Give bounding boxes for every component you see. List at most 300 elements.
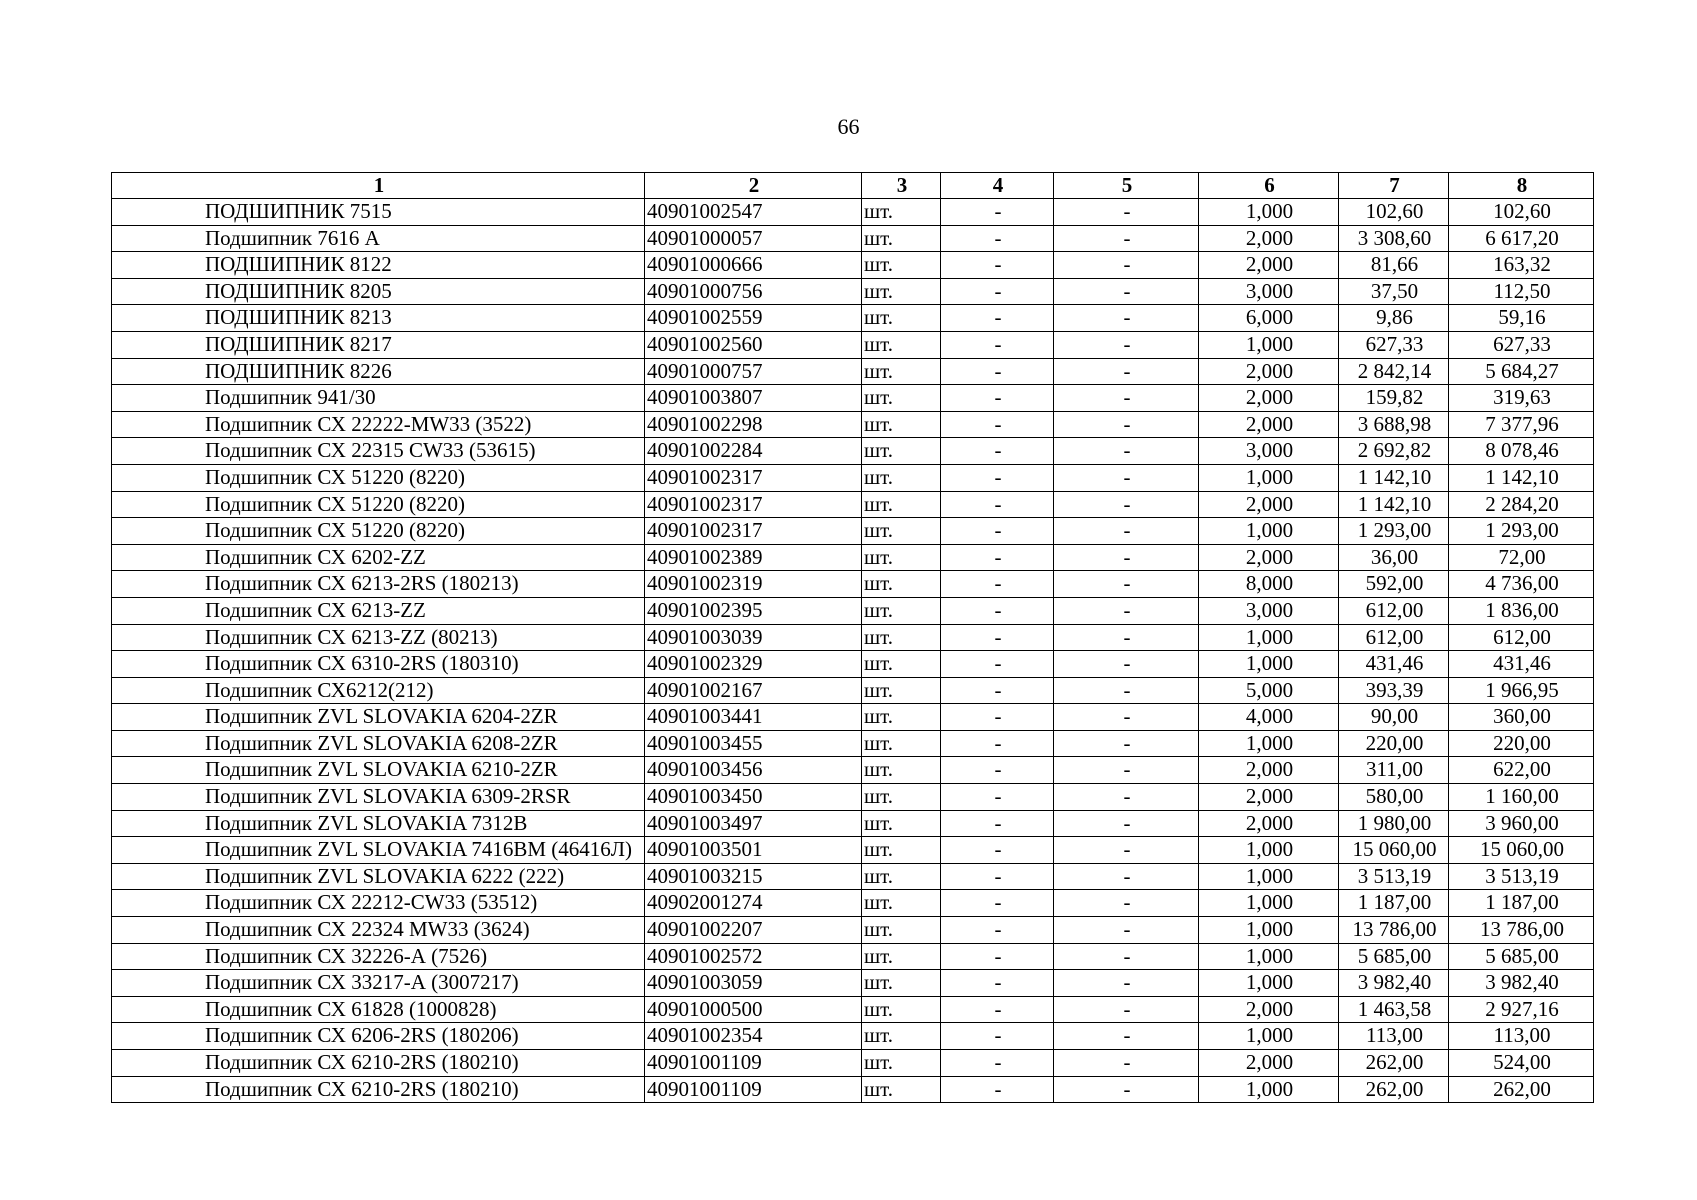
item-quantity: 2,000 — [1199, 358, 1339, 385]
item-price: 1 187,00 — [1339, 890, 1449, 917]
table-row — [112, 837, 1594, 864]
item-quantity: 1,000 — [1199, 970, 1339, 997]
col4-value: - — [941, 651, 1054, 678]
item-quantity: 6,000 — [1199, 305, 1339, 332]
item-code: 40901000756 — [645, 278, 862, 305]
col4-value: - — [941, 863, 1054, 890]
table-row — [112, 199, 1594, 226]
item-unit: шт. — [862, 730, 941, 757]
item-name: Подшипник СХ 6310-2RS (180310) — [112, 651, 645, 678]
item-unit: шт. — [862, 571, 941, 598]
col4-value: - — [941, 624, 1054, 651]
item-unit: шт. — [862, 544, 941, 571]
item-quantity: 1,000 — [1199, 624, 1339, 651]
item-code: 40901002167 — [645, 677, 862, 704]
table-row — [112, 464, 1594, 491]
item-name: Подшипник ZVL SLOVAKIA 6208-2ZR — [112, 730, 645, 757]
item-code: 40901003501 — [645, 837, 862, 864]
item-code: 40901003215 — [645, 863, 862, 890]
item-name: Подшипник СХ 22212-CW33 (53512) — [112, 890, 645, 917]
item-quantity: 1,000 — [1199, 917, 1339, 944]
item-quantity: 1,000 — [1199, 464, 1339, 491]
item-quantity: 2,000 — [1199, 996, 1339, 1023]
table-row — [112, 624, 1594, 651]
item-code: 40901003455 — [645, 730, 862, 757]
col5-value: - — [1054, 199, 1199, 226]
col5-value: - — [1054, 677, 1199, 704]
item-quantity: 2,000 — [1199, 784, 1339, 811]
table-row — [112, 890, 1594, 917]
item-name: Подшипник СХ 51220 (8220) — [112, 518, 645, 545]
item-sum: 319,63 — [1449, 385, 1594, 412]
col4-value: - — [941, 597, 1054, 624]
table-row — [112, 571, 1594, 598]
item-sum: 1 187,00 — [1449, 890, 1594, 917]
col4-value: - — [941, 252, 1054, 279]
table-row — [112, 677, 1594, 704]
table-row — [112, 385, 1594, 412]
item-unit: шт. — [862, 677, 941, 704]
item-name: Подшипник СХ 61828 (1000828) — [112, 996, 645, 1023]
col5-value: - — [1054, 385, 1199, 412]
column-header: 4 — [941, 173, 1054, 199]
item-price: 3 982,40 — [1339, 970, 1449, 997]
item-quantity: 1,000 — [1199, 651, 1339, 678]
col5-value: - — [1054, 784, 1199, 811]
item-unit: шт. — [862, 1023, 941, 1050]
col5-value: - — [1054, 331, 1199, 358]
col4-value: - — [941, 411, 1054, 438]
item-unit: шт. — [862, 331, 941, 358]
item-code: 40901002572 — [645, 943, 862, 970]
item-name: Подшипник СХ 6202-ZZ — [112, 544, 645, 571]
item-code: 40901003039 — [645, 624, 862, 651]
item-name: Подшипник СХ 6213-ZZ — [112, 597, 645, 624]
item-price: 1 293,00 — [1339, 518, 1449, 545]
col5-value: - — [1054, 252, 1199, 279]
item-unit: шт. — [862, 518, 941, 545]
col4-value: - — [941, 225, 1054, 252]
item-unit: шт. — [862, 411, 941, 438]
table-row — [112, 278, 1594, 305]
item-sum: 360,00 — [1449, 704, 1594, 731]
item-price: 15 060,00 — [1339, 837, 1449, 864]
item-sum: 1 966,95 — [1449, 677, 1594, 704]
col4-value: - — [941, 464, 1054, 491]
col5-value: - — [1054, 225, 1199, 252]
item-quantity: 3,000 — [1199, 438, 1339, 465]
item-quantity: 1,000 — [1199, 730, 1339, 757]
col4-value: - — [941, 730, 1054, 757]
item-code: 40901002329 — [645, 651, 862, 678]
item-unit: шт. — [862, 491, 941, 518]
item-sum: 3 960,00 — [1449, 810, 1594, 837]
table-row — [112, 917, 1594, 944]
item-name: Подшипник СХ 51220 (8220) — [112, 464, 645, 491]
item-name: Подшипник СХ 33217-А (3007217) — [112, 970, 645, 997]
item-quantity: 1,000 — [1199, 331, 1339, 358]
table-row — [112, 252, 1594, 279]
item-price: 1 980,00 — [1339, 810, 1449, 837]
item-price: 102,60 — [1339, 199, 1449, 226]
item-unit: шт. — [862, 943, 941, 970]
item-price: 1 142,10 — [1339, 491, 1449, 518]
item-sum: 6 617,20 — [1449, 225, 1594, 252]
table-row — [112, 491, 1594, 518]
item-sum: 7 377,96 — [1449, 411, 1594, 438]
item-price: 36,00 — [1339, 544, 1449, 571]
item-sum: 622,00 — [1449, 757, 1594, 784]
table-row — [112, 730, 1594, 757]
col5-value: - — [1054, 917, 1199, 944]
table-row — [112, 518, 1594, 545]
item-price: 2 692,82 — [1339, 438, 1449, 465]
item-code: 40901000057 — [645, 225, 862, 252]
item-code: 40901000757 — [645, 358, 862, 385]
item-code: 40901003497 — [645, 810, 862, 837]
item-name: Подшипник СХ 22315 CW33 (53615) — [112, 438, 645, 465]
col4-value: - — [941, 677, 1054, 704]
item-name: Подшипник ZVL SLOVAKIA 6222 (222) — [112, 863, 645, 890]
column-header: 1 — [112, 173, 645, 199]
item-price: 90,00 — [1339, 704, 1449, 731]
table-row — [112, 651, 1594, 678]
item-code: 40901000500 — [645, 996, 862, 1023]
item-price: 13 786,00 — [1339, 917, 1449, 944]
col5-value: - — [1054, 730, 1199, 757]
item-sum: 1 160,00 — [1449, 784, 1594, 811]
item-quantity: 2,000 — [1199, 252, 1339, 279]
table-row — [112, 544, 1594, 571]
item-name: Подшипник ZVL SLOVAKIA 6210-2ZR — [112, 757, 645, 784]
item-price: 612,00 — [1339, 624, 1449, 651]
inventory-table — [111, 172, 1594, 1103]
col5-value: - — [1054, 278, 1199, 305]
col5-value: - — [1054, 411, 1199, 438]
item-sum: 1 293,00 — [1449, 518, 1594, 545]
item-code: 40901003441 — [645, 704, 862, 731]
item-unit: шт. — [862, 199, 941, 226]
item-unit: шт. — [862, 597, 941, 624]
item-unit: шт. — [862, 917, 941, 944]
col5-value: - — [1054, 438, 1199, 465]
item-name: Подшипник ZVL SLOVAKIA 7312B — [112, 810, 645, 837]
header-row — [112, 173, 1594, 199]
item-unit: шт. — [862, 863, 941, 890]
item-code: 40902001274 — [645, 890, 862, 917]
item-unit: шт. — [862, 784, 941, 811]
col4-value: - — [941, 278, 1054, 305]
item-price: 1 142,10 — [1339, 464, 1449, 491]
item-name: Подшипник СХ 51220 (8220) — [112, 491, 645, 518]
item-unit: шт. — [862, 438, 941, 465]
col4-value: - — [941, 518, 1054, 545]
item-price: 159,82 — [1339, 385, 1449, 412]
column-header: 8 — [1449, 173, 1594, 199]
col4-value: - — [941, 890, 1054, 917]
table-row — [112, 358, 1594, 385]
item-quantity: 2,000 — [1199, 385, 1339, 412]
item-price: 2 842,14 — [1339, 358, 1449, 385]
item-code: 40901000666 — [645, 252, 862, 279]
col5-value: - — [1054, 1023, 1199, 1050]
item-code: 40901002207 — [645, 917, 862, 944]
item-name: ПОДШИПНИК 8205 — [112, 278, 645, 305]
item-quantity: 1,000 — [1199, 518, 1339, 545]
item-sum: 262,00 — [1449, 1076, 1594, 1103]
item-price: 113,00 — [1339, 1023, 1449, 1050]
col5-value: - — [1054, 491, 1199, 518]
item-name: Подшипник СХ 6210-2RS (180210) — [112, 1050, 645, 1077]
col5-value: - — [1054, 1076, 1199, 1103]
item-unit: шт. — [862, 757, 941, 784]
item-unit: шт. — [862, 225, 941, 252]
item-name: ПОДШИПНИК 8213 — [112, 305, 645, 332]
item-quantity: 3,000 — [1199, 278, 1339, 305]
item-quantity: 4,000 — [1199, 704, 1339, 731]
table-body — [112, 199, 1594, 1103]
item-quantity: 2,000 — [1199, 810, 1339, 837]
item-sum: 1 836,00 — [1449, 597, 1594, 624]
col5-value: - — [1054, 996, 1199, 1023]
item-price: 262,00 — [1339, 1076, 1449, 1103]
item-code: 40901002298 — [645, 411, 862, 438]
item-name: Подшипник СХ 6213-ZZ (80213) — [112, 624, 645, 651]
item-sum: 2 927,16 — [1449, 996, 1594, 1023]
col5-value: - — [1054, 597, 1199, 624]
item-name: ПОДШИПНИК 8217 — [112, 331, 645, 358]
item-sum: 59,16 — [1449, 305, 1594, 332]
col4-value: - — [941, 1050, 1054, 1077]
item-quantity: 8,000 — [1199, 571, 1339, 598]
table-row — [112, 784, 1594, 811]
table-row — [112, 411, 1594, 438]
item-name: Подшипник СХ 6210-2RS (180210) — [112, 1076, 645, 1103]
item-quantity: 1,000 — [1199, 1076, 1339, 1103]
item-sum: 72,00 — [1449, 544, 1594, 571]
item-price: 580,00 — [1339, 784, 1449, 811]
column-header: 6 — [1199, 173, 1339, 199]
table-row — [112, 1023, 1594, 1050]
item-price: 393,39 — [1339, 677, 1449, 704]
col4-value: - — [941, 305, 1054, 332]
item-code: 40901002559 — [645, 305, 862, 332]
item-price: 37,50 — [1339, 278, 1449, 305]
item-price: 9,86 — [1339, 305, 1449, 332]
col4-value: - — [941, 1076, 1054, 1103]
item-name: Подшипник ZVL SLOVAKIA 7416BM (46416Л) — [112, 837, 645, 864]
col4-value: - — [941, 943, 1054, 970]
item-sum: 163,32 — [1449, 252, 1594, 279]
item-unit: шт. — [862, 890, 941, 917]
item-name: Подшипник СХ 6206-2RS (180206) — [112, 1023, 645, 1050]
item-quantity: 2,000 — [1199, 225, 1339, 252]
item-unit: шт. — [862, 810, 941, 837]
item-price: 3 688,98 — [1339, 411, 1449, 438]
col4-value: - — [941, 331, 1054, 358]
col4-value: - — [941, 358, 1054, 385]
table-row — [112, 943, 1594, 970]
item-unit: шт. — [862, 464, 941, 491]
column-header: 5 — [1054, 173, 1199, 199]
item-sum: 113,00 — [1449, 1023, 1594, 1050]
column-header: 2 — [645, 173, 862, 199]
item-name: Подшипник СХ 22324 MW33 (3624) — [112, 917, 645, 944]
item-quantity: 1,000 — [1199, 890, 1339, 917]
item-name: ПОДШИПНИК 8226 — [112, 358, 645, 385]
item-unit: шт. — [862, 385, 941, 412]
col5-value: - — [1054, 358, 1199, 385]
col4-value: - — [941, 704, 1054, 731]
col5-value: - — [1054, 837, 1199, 864]
item-code: 40901003807 — [645, 385, 862, 412]
col5-value: - — [1054, 704, 1199, 731]
table-row — [112, 810, 1594, 837]
item-name: Подшипник 7616 А — [112, 225, 645, 252]
item-price: 5 685,00 — [1339, 943, 1449, 970]
item-code: 40901002317 — [645, 518, 862, 545]
item-name: Подшипник ZVL SLOVAKIA 6309-2RSR — [112, 784, 645, 811]
item-sum: 524,00 — [1449, 1050, 1594, 1077]
col4-value: - — [941, 917, 1054, 944]
item-sum: 220,00 — [1449, 730, 1594, 757]
item-code: 40901003450 — [645, 784, 862, 811]
item-price: 592,00 — [1339, 571, 1449, 598]
item-unit: шт. — [862, 996, 941, 1023]
item-code: 40901002284 — [645, 438, 862, 465]
item-quantity: 1,000 — [1199, 943, 1339, 970]
item-quantity: 1,000 — [1199, 199, 1339, 226]
table-row — [112, 704, 1594, 731]
table-row — [112, 1076, 1594, 1103]
table-row — [112, 1050, 1594, 1077]
item-name: Подшипник СХ 6213-2RS (180213) — [112, 571, 645, 598]
col5-value: - — [1054, 890, 1199, 917]
item-sum: 627,33 — [1449, 331, 1594, 358]
item-quantity: 2,000 — [1199, 491, 1339, 518]
item-name: Подшипник СХ 32226-А (7526) — [112, 943, 645, 970]
item-quantity: 2,000 — [1199, 544, 1339, 571]
item-unit: шт. — [862, 305, 941, 332]
item-code: 40901003456 — [645, 757, 862, 784]
item-unit: шт. — [862, 278, 941, 305]
item-sum: 13 786,00 — [1449, 917, 1594, 944]
item-quantity: 3,000 — [1199, 597, 1339, 624]
col5-value: - — [1054, 757, 1199, 784]
item-quantity: 1,000 — [1199, 1023, 1339, 1050]
item-unit: шт. — [862, 837, 941, 864]
item-sum: 102,60 — [1449, 199, 1594, 226]
item-sum: 8 078,46 — [1449, 438, 1594, 465]
item-sum: 3 513,19 — [1449, 863, 1594, 890]
item-code: 40901002354 — [645, 1023, 862, 1050]
col4-value: - — [941, 757, 1054, 784]
col4-value: - — [941, 491, 1054, 518]
col4-value: - — [941, 810, 1054, 837]
col5-value: - — [1054, 651, 1199, 678]
column-header: 7 — [1339, 173, 1449, 199]
item-price: 220,00 — [1339, 730, 1449, 757]
item-sum: 15 060,00 — [1449, 837, 1594, 864]
col4-value: - — [941, 970, 1054, 997]
table-row — [112, 438, 1594, 465]
item-code: 40901001109 — [645, 1050, 862, 1077]
item-price: 1 463,58 — [1339, 996, 1449, 1023]
item-code: 40901003059 — [645, 970, 862, 997]
item-sum: 2 284,20 — [1449, 491, 1594, 518]
col5-value: - — [1054, 305, 1199, 332]
item-name: ПОДШИПНИК 7515 — [112, 199, 645, 226]
item-code: 40901001109 — [645, 1076, 862, 1103]
item-unit: шт. — [862, 1076, 941, 1103]
col4-value: - — [941, 385, 1054, 412]
col4-value: - — [941, 571, 1054, 598]
item-price: 3 308,60 — [1339, 225, 1449, 252]
col5-value: - — [1054, 464, 1199, 491]
col4-value: - — [941, 199, 1054, 226]
col4-value: - — [941, 837, 1054, 864]
item-unit: шт. — [862, 970, 941, 997]
item-quantity: 1,000 — [1199, 863, 1339, 890]
col5-value: - — [1054, 970, 1199, 997]
item-sum: 431,46 — [1449, 651, 1594, 678]
table-row — [112, 970, 1594, 997]
table-row — [112, 996, 1594, 1023]
item-unit: шт. — [862, 651, 941, 678]
item-code: 40901002319 — [645, 571, 862, 598]
item-price: 627,33 — [1339, 331, 1449, 358]
page-number: 66 — [837, 114, 860, 139]
col5-value: - — [1054, 624, 1199, 651]
item-code: 40901002395 — [645, 597, 862, 624]
col4-value: - — [941, 1023, 1054, 1050]
item-quantity: 1,000 — [1199, 837, 1339, 864]
item-price: 431,46 — [1339, 651, 1449, 678]
item-name: Подшипник СХ6212(212) — [112, 677, 645, 704]
item-code: 40901002317 — [645, 464, 862, 491]
item-sum: 112,50 — [1449, 278, 1594, 305]
col5-value: - — [1054, 571, 1199, 598]
item-sum: 612,00 — [1449, 624, 1594, 651]
item-quantity: 5,000 — [1199, 677, 1339, 704]
item-sum: 5 684,27 — [1449, 358, 1594, 385]
item-code: 40901002317 — [645, 491, 862, 518]
col4-value: - — [941, 784, 1054, 811]
item-quantity: 2,000 — [1199, 1050, 1339, 1077]
item-price: 81,66 — [1339, 252, 1449, 279]
table-row — [112, 225, 1594, 252]
item-unit: шт. — [862, 252, 941, 279]
item-price: 3 513,19 — [1339, 863, 1449, 890]
table-row — [112, 331, 1594, 358]
col5-value: - — [1054, 943, 1199, 970]
item-price: 311,00 — [1339, 757, 1449, 784]
item-sum: 1 142,10 — [1449, 464, 1594, 491]
col5-value: - — [1054, 810, 1199, 837]
item-code: 40901002560 — [645, 331, 862, 358]
col5-value: - — [1054, 1050, 1199, 1077]
item-name: Подшипник СХ 22222-MW33 (3522) — [112, 411, 645, 438]
item-name: Подшипник 941/30 — [112, 385, 645, 412]
item-code: 40901002389 — [645, 544, 862, 571]
item-unit: шт. — [862, 704, 941, 731]
col5-value: - — [1054, 544, 1199, 571]
table-row — [112, 597, 1594, 624]
item-name: ПОДШИПНИК 8122 — [112, 252, 645, 279]
item-price: 612,00 — [1339, 597, 1449, 624]
item-unit: шт. — [862, 358, 941, 385]
table-row — [112, 757, 1594, 784]
